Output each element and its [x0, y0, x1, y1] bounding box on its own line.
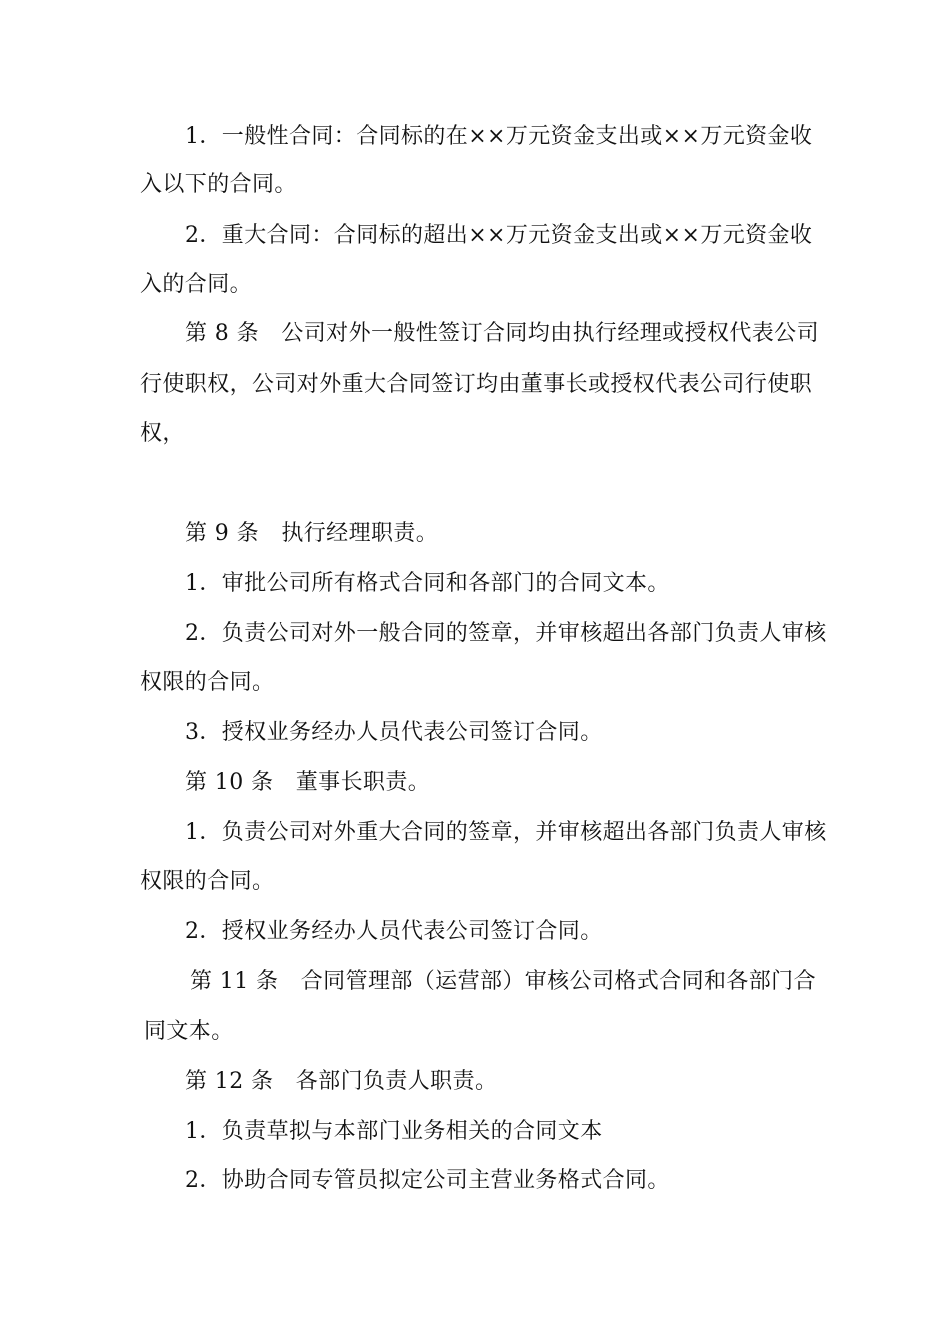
clause-8-line-2: 行使职权，公司对外重大合同签订均由董事长或授权代表公司行使职	[140, 372, 813, 397]
clause-10-item-1-line-1: 1．负责公司对外重大合同的签章，并审核超出各部门负责人审核	[185, 820, 827, 845]
clause-12-heading: 第 12 条 各部门负责人职责。	[185, 1069, 498, 1094]
clause-10-heading: 第 10 条 董事长职责。	[185, 770, 431, 795]
clause-7-item-1-line-2: 入以下的合同。	[140, 172, 297, 197]
clause-10-item-2: 2．授权业务经办人员代表公司签订合同。	[185, 919, 603, 944]
clause-11-line-1: 第 11 条 合同管理部（运营部）审核公司格式合同和各部门合	[190, 969, 816, 994]
clause-8-line-1: 第 8 条 公司对外一般性签订合同均由执行经理或授权代表公司	[185, 321, 819, 346]
clause-9-item-2-line-2: 权限的合同。	[140, 670, 275, 695]
clause-7-item-1-line-1: 1．一般性合同：合同标的在××万元资金支出或××万元资金收	[185, 124, 813, 149]
clause-8-line-3: 权，	[140, 421, 185, 446]
clause-9-item-2-line-1: 2．负责公司对外一般合同的签章，并审核超出各部门负责人审核	[185, 621, 827, 646]
clause-7-item-2-line-1: 2．重大合同：合同标的超出××万元资金支出或××万元资金收	[185, 223, 813, 248]
clause-12-item-1: 1．负责草拟与本部门业务相关的合同文本	[185, 1119, 603, 1144]
clause-9-item-1: 1．审批公司所有格式合同和各部门的合同文本。	[185, 571, 670, 596]
clause-9-heading: 第 9 条 执行经理职责。	[185, 521, 439, 546]
clause-11-line-2: 同文本。	[144, 1019, 234, 1044]
clause-10-item-1-line-2: 权限的合同。	[140, 869, 275, 894]
clause-7-item-2-line-2: 入的合同。	[140, 272, 253, 297]
clause-12-item-2: 2．协助合同专管员拟定公司主营业务格式合同。	[185, 1168, 670, 1193]
clause-9-item-3: 3．授权业务经办人员代表公司签订合同。	[185, 720, 603, 745]
